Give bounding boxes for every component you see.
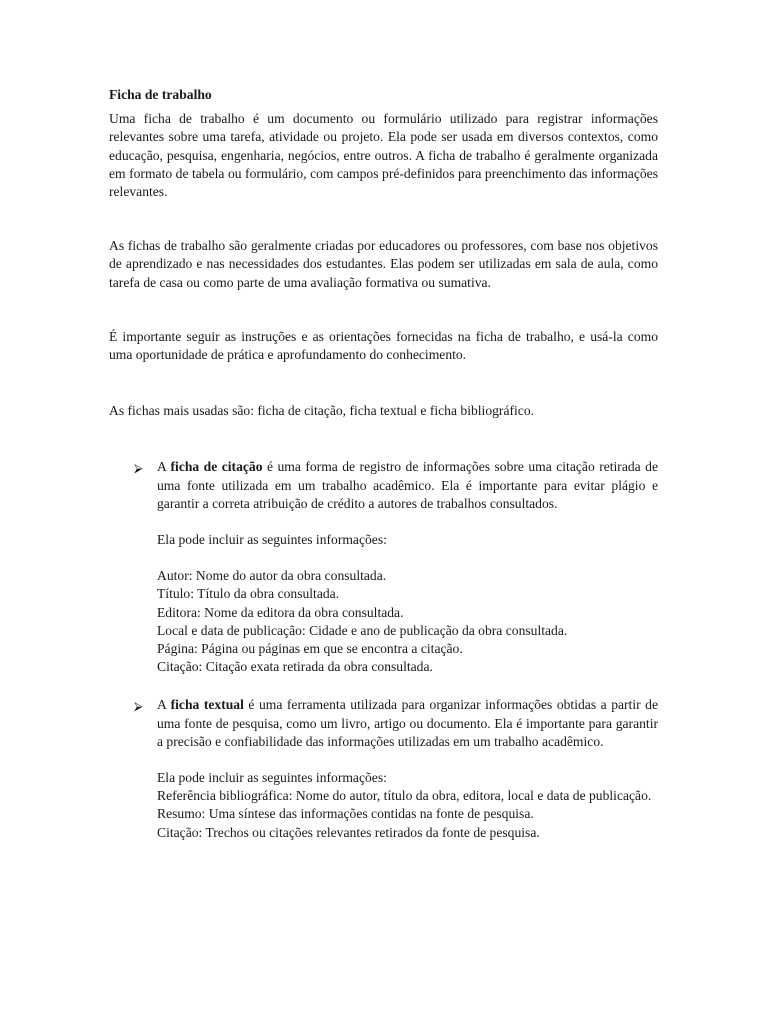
types-paragraph: As fichas mais usadas são: ficha de citação, ficha textual e ficha bibliográfico. (109, 403, 535, 419)
list-item: Citação: Trechos ou citações relevantes retirados da fonte de pesquisa. (157, 824, 540, 840)
bullet-term: ficha textual (170, 697, 244, 713)
bullet-ficha-textual (109, 696, 658, 841)
list-item: Autor: Nome do autor da obra consultada. (157, 568, 387, 584)
bullet-description: A ficha textual é uma ferramenta utilizada para organizar informações obtidas a partir de uma fonte de pesquisa, como um livro, artigo ou documento. Ela é importante para garantir a precisão e confiabilidade das informações utilizadas em um trabalho acadêmico. (157, 697, 658, 749)
document-title: Ficha de trabalho (109, 87, 212, 102)
list-item: Editora: Nome da editora da obra consultada. (157, 604, 404, 620)
list-item: Citação: Citação exata retirada da obra consultada. (157, 659, 433, 675)
arrow-bullet-icon: ⮚ (134, 699, 143, 714)
bullet-term: ficha de citação (170, 459, 263, 475)
bullet-intro: Ela pode incluir as seguintes informações: (157, 770, 387, 786)
list-item: Resumo: Uma síntese das informações contidas na fonte de pesquisa. (157, 806, 534, 822)
arrow-bullet-icon: ⮚ (134, 461, 143, 476)
list-item: Página: Página ou páginas em que se encontra a citação. (157, 641, 463, 657)
creators-paragraph: As fichas de trabalho são geralmente criadas por educadores ou professores, com base nos objetivos de aprendizado e nas necessidades dos estudantes. Elas podem ser utilizadas em sala de aula, como tarefa de casa ou como parte de uma avaliação formativa ou sumativa. (109, 238, 658, 290)
bullet-ficha-citacao (109, 458, 658, 676)
list-item: Referência bibliográfica: Nome do autor, título da obra, editora, local e data de publicação. (157, 788, 652, 804)
bullet-description: A ficha de citação é uma forma de registro de informações sobre uma citação retirada de uma fonte utilizada em um trabalho acadêmico. Ela é importante para evitar plágio e garantir a correta atribuição de crédito a autores de trabalhos consultados. (157, 459, 658, 511)
document-page (109, 86, 658, 842)
list-item: Local e data de publicação: Cidade e ano de publicação da obra consultada. (157, 622, 568, 638)
instructions-paragraph: É importante seguir as instruções e as orientações fornecidas na ficha de trabalho, e usá-la como uma oportunidade de prática e aprofundamento do conhecimento. (109, 328, 658, 363)
intro-paragraph: Uma ficha de trabalho é um documento ou formulário utilizado para registrar informações relevantes sobre uma tarefa, atividade ou projeto. Ela pode ser usada em diversos contextos, como educação, pesquisa, engenharia, negócios, entre outros. A ficha de trabalho é geralmente organizada em formato de tabela ou formulário, com campos pré-definidos para preenchimento das informações relevantes. (109, 111, 658, 200)
list-item: Título: Título da obra consultada. (157, 586, 340, 602)
bullet-intro: Ela pode incluir as seguintes informações: (157, 532, 387, 548)
